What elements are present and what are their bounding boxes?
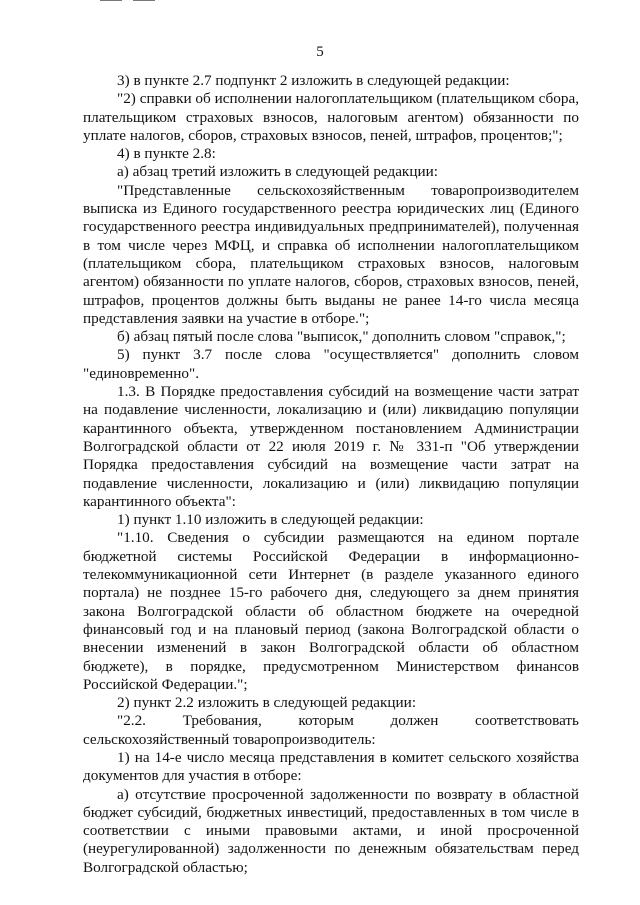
paragraph: 4) в пункте 2.8: [117, 145, 216, 163]
paragraph: б) абзац пятый после слова "выписок," дополнить словом "справок,"; [117, 328, 566, 346]
paragraph: а) отсутствие просроченной задолженности по возврату в областной бюджет субсидий, бюджетных инвестиций, предоставленных в том числе в соответствии с иными правовыми актами, и иной просроченной (неурегулированной) задолженности по денежным обязательствам перед Волгоградской областью; [83, 785, 579, 876]
paragraph: 2) пункт 2.2 изложить в следующей редакции: [117, 694, 417, 712]
paragraph: 5) пункт 3.7 после слова "осуществляется" дополнить словом "единовременно". [83, 346, 579, 382]
paragraph: 1) пункт 1.10 изложить в следующей редакции: [117, 511, 424, 529]
scan-edge-mark [133, 0, 155, 1]
paragraph: "2) справки об исполнении налогоплательщиком (плательщиком сбора, плательщиком страховых взносов, налоговым агентом) обязанности по уплате налогов, сборов, страховых взносов, пеней, штрафов, процентов;"; [83, 90, 579, 144]
paragraph: 1.3. В Порядке предоставления субсидий на возмещение части затрат на подавление численности, локализацию и (или) ликвидацию популяции карантинного объекта, утвержденном постановлением Администрации Волгоградской области от 22 июля 2019 г. № 331-п "Об утверждении Порядка предоставления субсидий на возмещение части затрат на подавление численности, локализацию и (или) ликвидацию популяции карантинного объекта": [83, 383, 579, 510]
page-number: 5 [316, 44, 324, 60]
paragraph: "Представленные сельскохозяйственным товаропроизводителем выписка из Единого государственного реестра юридических лиц (Единого государственного реестра индивидуальных предпринимателей), полученная в том числе через МФЦ, и справка об исполнении налогоплательщиком (плательщиком сбора, плательщиком страховых взносов, налоговым агентом) обязанности по уплате налогов, сборов, страховых взносов, пеней, штрафов, процентов должны быть выданы не ранее 14-го числа месяца представления заявки на участие в отборе."; [83, 181, 579, 327]
document-body [83, 72, 579, 877]
scan-edge-mark [100, 0, 122, 1]
paragraph: "2.2. Требования, которым должен соответствовать сельскохозяйственный товаропроизводитель: [83, 712, 579, 748]
paragraph: а) абзац третий изложить в следующей редакции: [117, 163, 438, 181]
paragraph: 1) на 14-е число месяца представления в комитет сельского хозяйства документов для участия в отборе: [83, 748, 579, 785]
paragraph: 3) в пункте 2.7 подпункт 2 изложить в следующей редакции: [117, 72, 510, 89]
paragraph: "1.10. Сведения о субсидии размещаются на едином портале бюджетной системы Российской Федерации в информационно-телекоммуникационной сети Интернет (в разделе указанного единого портала) не позднее 15-го рабочего дня, следующего за днем принятия закона Волгоградской области об областном бюджете на очередной финансовый год и на плановый период (закона Волгоградской области о внесении изменений в закон Волгоградской области об областном бюджете), в порядке, предусмотренном Министерством финансов Российской Федерации."; [83, 529, 579, 693]
